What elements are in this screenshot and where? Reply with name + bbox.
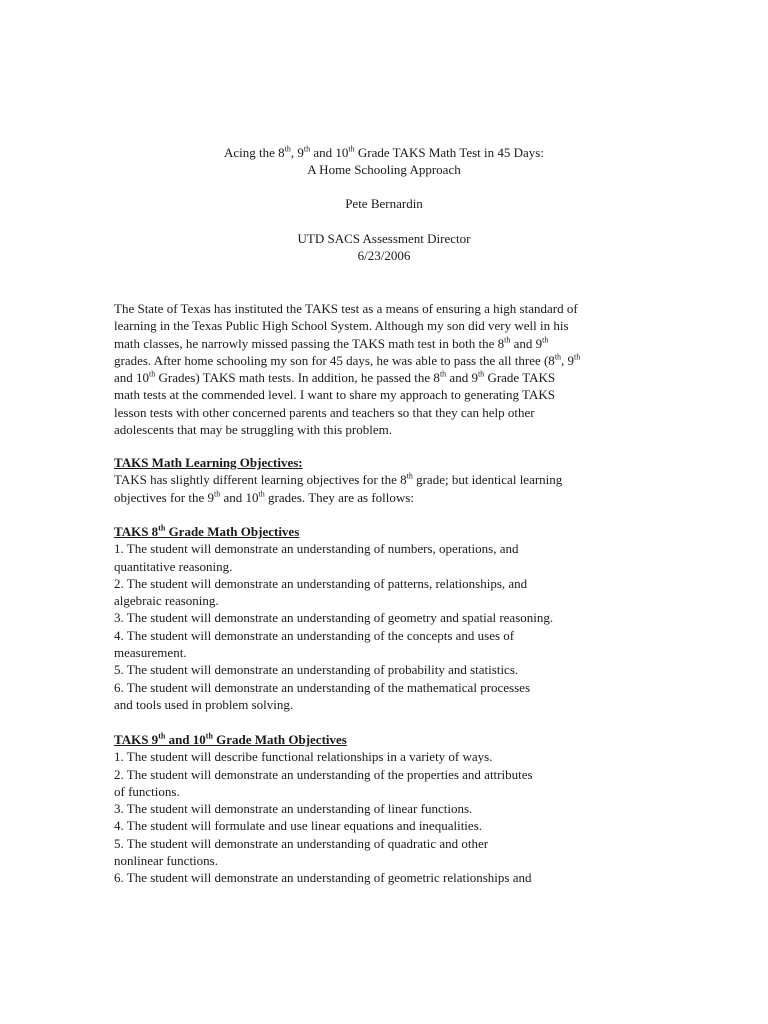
objective-line: 5. The student will demonstrate an understanding of probability and statistics. (114, 662, 519, 678)
grade-9-10-objectives-heading: TAKS 9th and 10th Grade Math Objectives (114, 731, 347, 747)
objective-line: quantitative reasoning. (114, 558, 233, 574)
grade-8-objectives-section (114, 523, 674, 713)
objective-line: 2. The student will demonstrate an understanding of patterns, relationships, and (114, 575, 528, 591)
objective-line: of functions. (114, 783, 180, 799)
objective-line: 1. The student will demonstrate an understanding of numbers, operations, and (114, 541, 519, 557)
objective-line: algebraic reasoning. (114, 593, 219, 609)
intro-paragraph: The State of Texas has instituted the TAKS test as a means of ensuring a high standard of learning in the Texas Public High School System. Although my son did very well in his math classes, he narrowly missed passing the TAKS math test in both the 8th and 9th grades. After home schooling my son for 45 days, he was able to pass the all three (8th, 9th and 10th Grades) TAKS math tests. In addition, he passed the 8th and 9th Grade TAKS math tests at the commended level. I want to share my approach to generating TAKS lesson tests with other concerned parents and teachers so that they can help other adolescents that may be struggling with this problem. (114, 301, 581, 438)
grade-9-10-objectives-section (114, 731, 674, 887)
objective-line: nonlinear functions. (114, 853, 218, 869)
learning-objectives-heading: TAKS Math Learning Objectives: (114, 455, 303, 470)
author-name: Pete Bernardin (345, 196, 423, 211)
objective-line: 2. The student will demonstrate an understanding of the properties and attributes (114, 766, 533, 782)
objective-line: 5. The student will demonstrate an understanding of quadratic and other (114, 835, 489, 851)
objective-line: 3. The student will demonstrate an understanding of geometry and spatial reasoning. (114, 610, 554, 626)
objective-line: 6. The student will demonstrate an understanding of the mathematical processes (114, 679, 531, 695)
document-title-line-1: Acing the 8th, 9th and 10th Grade TAKS Math Test in 45 Days: (224, 144, 544, 160)
objective-line: 6. The student will demonstrate an understanding of geometric relationships and (114, 870, 532, 886)
learning-objectives-section (114, 454, 674, 506)
document-date: 6/23/2006 (357, 248, 411, 263)
author-position: UTD SACS Assessment Director (297, 231, 471, 246)
document-title-line-2: A Home Schooling Approach (307, 162, 461, 177)
grade-8-objectives-heading: TAKS 8th Grade Math Objectives (114, 523, 300, 539)
objective-line: 1. The student will describe functional relationships in a variety of ways. (114, 749, 493, 765)
objective-line: measurement. (114, 645, 187, 661)
objective-line: 4. The student will formulate and use linear equations and inequalities. (114, 818, 482, 834)
objective-line: 4. The student will demonstrate an understanding of the concepts and uses of (114, 627, 515, 643)
objectives-text-line: objectives for the 9th and 10th grades. They are as follows: (114, 489, 414, 505)
objectives-text-line: TAKS has slightly different learning objectives for the 8th grade; but identical learning (114, 471, 563, 488)
objective-line: 3. The student will demonstrate an understanding of linear functions. (114, 801, 473, 817)
objective-line: and tools used in problem solving. (114, 696, 294, 712)
